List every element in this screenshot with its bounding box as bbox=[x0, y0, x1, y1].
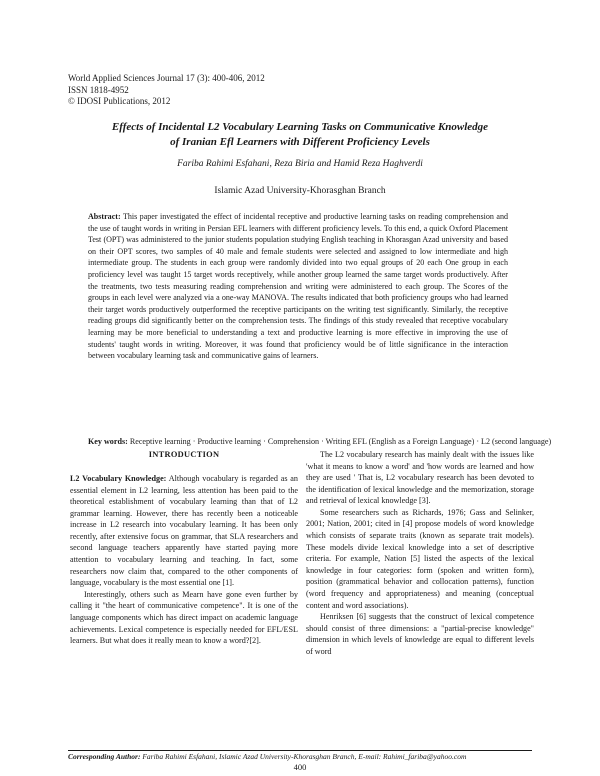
corresponding-author-note bbox=[68, 752, 538, 761]
footer-divider bbox=[68, 750, 532, 751]
body-column-left bbox=[70, 449, 298, 647]
runin-heading: L2 Vocabulary Knowledge: bbox=[70, 474, 167, 483]
abstract-text: This paper investigated the effect of incidental receptive and productive learning tasks on reading comprehension and the use of taught words in writing in Persian EFL learners with different proficiency levels. To this end, a quick Oxford Placement Test (OPT) was administered to the junior students population studying English teaching in Khorasgan Azad university and based on their OPT scores, two samples of 40 male and female students were selected and assigned to low intermediate and high intermediate group. The students in each group were randomly divided into two equal groups of 20 each One group in each proficiency level was taught 15 target words receptively, while another group learned the same target words productively. After the treatments, two tests measuring reading comprehension and writing were administered to each group. The Scores of the groups in each level were analyzed via a one-way MANOVA. The results indicated that both proficiency groups who had learned their target words productively outperformed the receptive participants on the writing test significantly. Similarly, the receptive reading groups did significantly better on the comprehension tests. The findings of this study revealed that receptive vocabulary learning may be more beneficial to understanding a text and productive learning is more effective in improving the use of students' taught words in writing. Moreover, it was found that proficiency would be of little significance in the interaction between vocabulary learning task and communicative gains of learners. bbox=[88, 212, 509, 361]
paper-authors: Fariba Rahimi Esfahani, Reza Biria and Hamid Reza Haghverdi bbox=[177, 159, 423, 169]
journal-copyright: © IDOSI Publications, 2012 bbox=[68, 96, 171, 106]
paragraph: Interestingly, others such as Mearn have gone even further by calling it "the heart of communicative competence". It is one of the language components which has direct impact on academic language achievements. Lexical competence is especially needed for EFL/ESL learners. But what does it really mean to know a word?[2]. bbox=[70, 589, 298, 646]
keywords-text: Receptive learning · Productive learning · Comprehension · Writing EFL (English as a Foreign Language) · L2 (second language) bbox=[129, 437, 552, 446]
section-heading-introduction: INTRODUCTION bbox=[148, 450, 220, 459]
journal-issn: ISSN 1818-4952 bbox=[68, 84, 129, 95]
paper-title bbox=[90, 120, 510, 149]
journal-info bbox=[68, 73, 265, 108]
paragraph: The L2 vocabulary research has mainly dealt with the issues like 'what it means to know a word' and 'how words are learned and how they are used ' That is, L2 vocabulary research has been devoted to the identification of lexical knowledge and the memorization, storage and retrieval of lexical knowledge [3]. bbox=[306, 450, 534, 506]
corresponding-author-label: Corresponding Author: bbox=[68, 752, 141, 761]
paper-title-line-1: Effects of Incidental L2 Vocabulary Learning Tasks on Communicative Knowledge bbox=[111, 121, 489, 133]
paper-title-line-2: of Iranian Efl Learners with Different Proficiency Levels bbox=[170, 135, 430, 148]
paragraph bbox=[70, 473, 298, 589]
journal-citation: World Applied Sciences Journal 17 (3): 400-406, 2012 bbox=[68, 73, 265, 83]
paper-affiliation: Islamic Azad University-Khorasghan Branch bbox=[214, 186, 386, 196]
body-column-right bbox=[306, 449, 534, 657]
paragraph: Henriksen [6] suggests that the construct of lexical competence should consist of three dimensions: a "partial-precise knowledge" dimension in which levels of knowledge are equal to different levels of word bbox=[306, 612, 534, 656]
page-number: 400 bbox=[293, 762, 307, 772]
abstract bbox=[88, 211, 508, 362]
paragraph: Some researchers such as Richards, 1976; Gass and Selinker, 2001; Nation, 2001; cited in [4] propose models of word knowledge which consists of separate traits (known as separate trait models). These models divide lexical knowledge into a set of descriptive criteria. For example, Nation [5] listed the aspects of the lexical knowledge in four categories: form (spoken and written form), position (grammatical behavior and collocation patterns), function (word frequency and appropriateness) and meaning (conceptual content and word associations). bbox=[306, 507, 534, 610]
keywords bbox=[88, 436, 556, 448]
keywords-label: Key words: bbox=[88, 437, 128, 446]
corresponding-author-text: Fariba Rahimi Esfahani, Islamic Azad University-Khorasghan Branch, E-mail: Rahimi_fariba@yahoo.com bbox=[142, 752, 467, 761]
abstract-label: Abstract: bbox=[88, 212, 121, 221]
paragraph-text: Although vocabulary is regarded as an essential element in L2 learning, less attention has been paid to the theoretical establishment of vocabulary learning than that of L2 grammar learning. However, there has recently been a noticeable increase in L2 research into vocabulary learning. It has been only recently, after extensive focus on grammar, that SLA researchers and second language teachers apparently have started paying more attention to vocabulary learning and teaching. In fact, some researchers now claim that, compared to the other components of language, vocabulary is the most essential one [1]. bbox=[70, 474, 298, 588]
